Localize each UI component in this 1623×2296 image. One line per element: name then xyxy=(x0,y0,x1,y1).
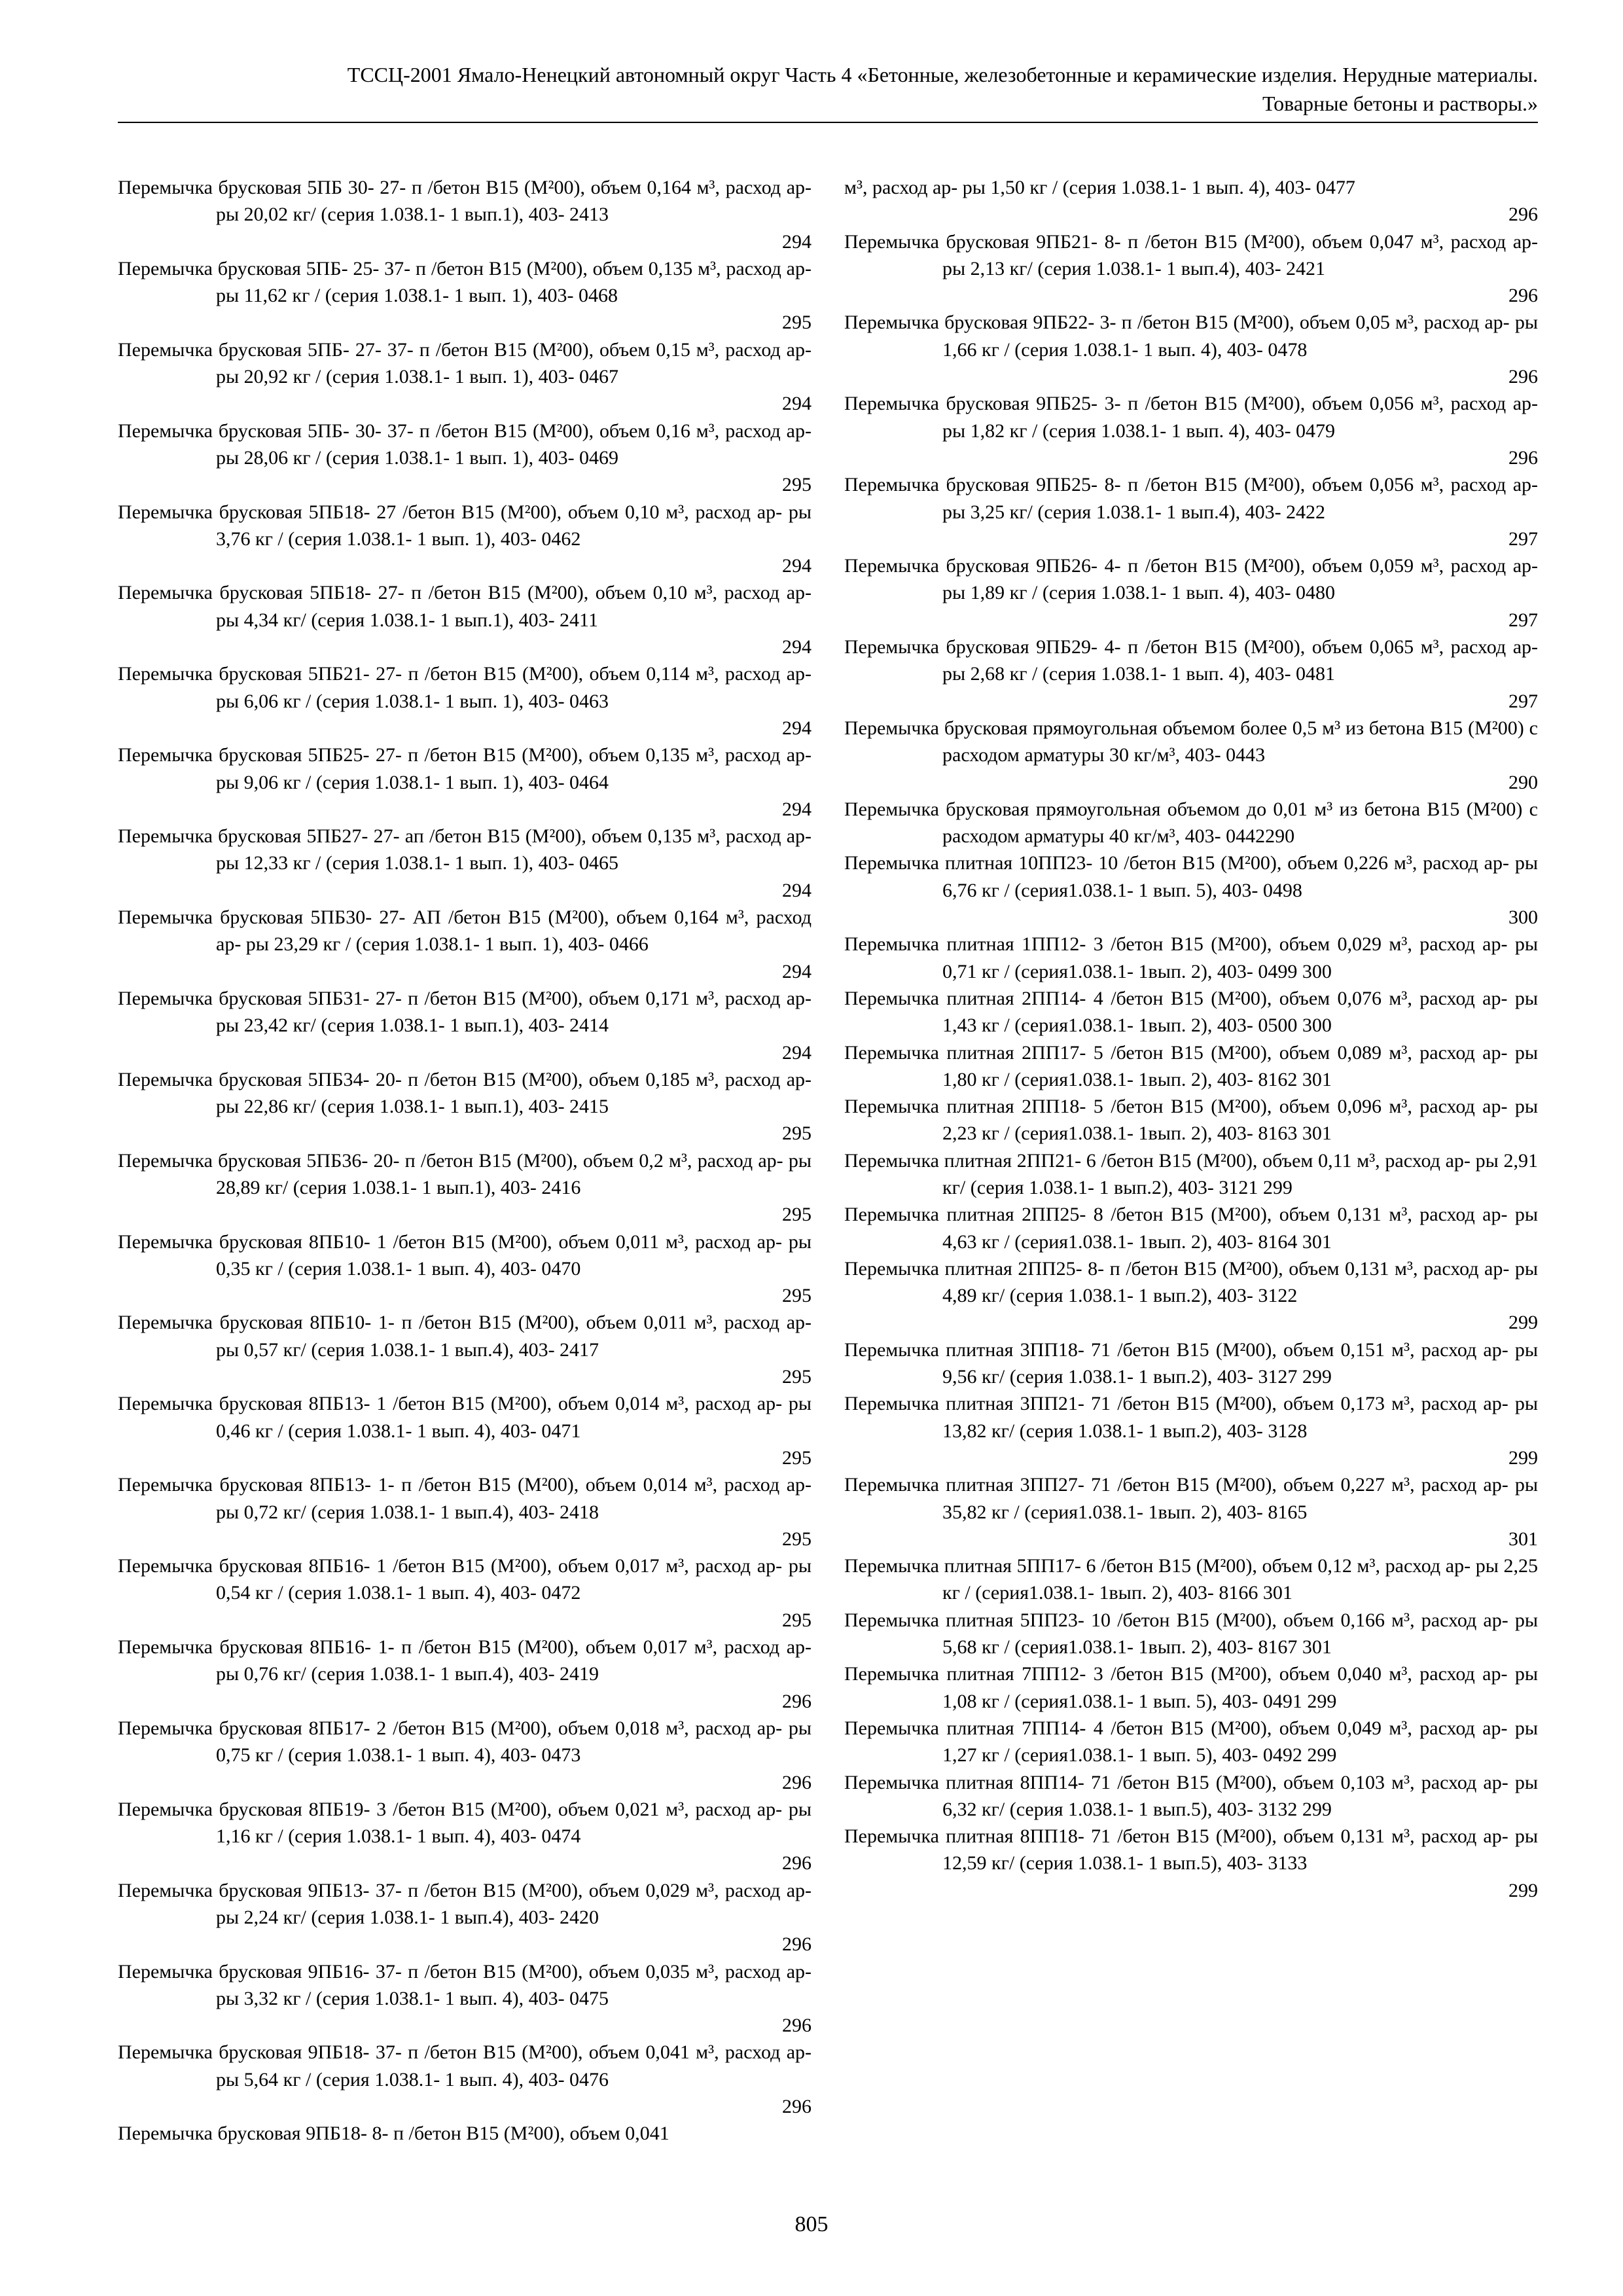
index-entry xyxy=(844,1147,1538,1202)
index-entry-text: Перемычка брусковая 5ПБ18- 27- п /бетон В15 (М²00), объем 0,10 м³, расход ар- ры 4,34 кг/ (серия 1.038.1- 1 вып.1), 403- 2411 xyxy=(118,582,812,631)
index-entry-text: Перемычка плитная 7ПП14- 4 /бетон В15 (М²00), объем 0,049 м³, расход ар- ры 1,27 кг / (серия1.038.1- 1 вып. 5), 403- 0492 299 xyxy=(844,1717,1538,1767)
index-entry xyxy=(844,1201,1538,1255)
index-entry-text: Перемычка брусковая 8ПБ16- 1 /бетон В15 (М²00), объем 0,017 м³, расход ар- ры 0,54 кг / (серия 1.038.1- 1 вып. 4), 403- 0472 xyxy=(118,1555,812,1604)
index-entry xyxy=(118,2120,812,2147)
index-entry-text: Перемычка брусковая 5ПБ- 25- 37- п /бетон В15 (М²00), объем 0,135 м³, расход ар- ры 11,62 кг / (серия 1.038.1- 1 вып. 1), 403- 0468 xyxy=(118,257,812,307)
running-header xyxy=(118,60,1538,118)
index-entry-text: Перемычка брусковая 9ПБ13- 37- п /бетон В15 (М²00), объем 0,029 м³, расход ар- ры 2,24 кг/ (серия 1.038.1- 1 вып.4), 403- 2420 xyxy=(118,1879,812,1928)
index-entry-page-ref: 296 xyxy=(782,1771,812,1793)
index-entry xyxy=(118,660,812,742)
index-entry xyxy=(118,418,812,499)
index-entry-text: Перемычка брусковая 8ПБ13- 1- п /бетон В15 (М²00), объем 0,014 м³, расход ар- ры 0,72 кг/ (серия 1.038.1- 1 вып.4), 403- 2418 xyxy=(118,1474,812,1523)
index-entry-text: Перемычка брусковая 9ПБ16- 37- п /бетон В15 (М²00), объем 0,035 м³, расход ар- ры 3,32 кг / (серия 1.038.1- 1 вып. 4), 403- 0475 xyxy=(118,1960,812,2009)
index-entry-text: Перемычка плитная 2ПП25- 8- п /бетон В15 (М²00), объем 0,131 м³, расход ар- ры 4,89 кг/ (серия 1.038.1- 1 вып.2), 403- 3122 xyxy=(844,1257,1538,1307)
index-entry xyxy=(118,1471,812,1552)
index-entry xyxy=(118,499,812,580)
index-entry xyxy=(844,1255,1538,1336)
index-entry-page-ref: 294 xyxy=(782,230,812,253)
index-entry-text: Перемычка плитная 3ПП21- 71 /бетон В15 (М²00), объем 0,173 м³, расход ар- ры 13,82 кг/ (серия 1.038.1- 1 вып.2), 403- 3128 xyxy=(844,1393,1538,1442)
index-entry-page-ref: 299 xyxy=(1508,1312,1538,1334)
index-entry-page-ref: 295 xyxy=(782,1366,812,1388)
index-entry xyxy=(118,1958,812,2039)
index-entry-text: Перемычка плитная 7ПП12- 3 /бетон В15 (М²00), объем 0,040 м³, расход ар- ры 1,08 кг / (серия1.038.1- 1 вып. 5), 403- 0491 299 xyxy=(844,1663,1538,1712)
index-entry-text: Перемычка брусковая 5ПБ18- 27 /бетон В15 (М²00), объем 0,10 м³, расход ар- ры 3,76 кг / (серия 1.038.1- 1 вып. 1), 403- 0462 xyxy=(118,501,812,550)
index-entry xyxy=(844,715,1538,796)
index-entry-page-ref: 290 xyxy=(1508,771,1538,793)
index-entry xyxy=(844,931,1538,985)
index-entry-text: Перемычка плитная 2ПП21- 6 /бетон В15 (М²00), объем 0,11 м³, расход ар- ры 2,91 кг/ (серия 1.038.1- 1 вып.2), 403- 3121 299 xyxy=(844,1149,1538,1198)
index-entry-page-ref: 296 xyxy=(782,1933,812,1956)
index-entry xyxy=(844,1039,1538,1094)
index-entry-text: Перемычка брусковая 5ПБ31- 27- п /бетон В15 (М²00), объем 0,171 м³, расход ар- ры 23,42 кг/ (серия 1.038.1- 1 вып.1), 403- 2414 xyxy=(118,987,812,1037)
index-entry-text: Перемычка плитная 5ПП17- 6 /бетон В15 (М²00), объем 0,12 м³, расход ар- ры 2,25 кг / (серия1.038.1- 1вып. 2), 403- 8166 301 xyxy=(844,1555,1538,1604)
index-entry xyxy=(118,1066,812,1147)
index-entry-page-ref: 301 xyxy=(1508,1528,1538,1550)
index-entry-text: Перемычка брусковая 8ПБ16- 1- п /бетон В15 (М²00), объем 0,017 м³, расход ар- ры 0,76 кг/ (серия 1.038.1- 1 вып.4), 403- 2419 xyxy=(118,1636,812,1685)
index-entry xyxy=(118,1309,812,1390)
index-entry xyxy=(118,1147,812,1229)
index-entry-text: Перемычка плитная 3ПП27- 71 /бетон В15 (М²00), объем 0,227 м³, расход ар- ры 35,82 кг / (серия1.038.1- 1вып. 2), 403- 8165 xyxy=(844,1474,1538,1523)
index-entry-text: Перемычка брусковая 5ПБ36- 20- п /бетон В15 (М²00), объем 0,2 м³, расход ар- ры 28,89 кг/ (серия 1.038.1- 1 вып.1), 403- 2416 xyxy=(118,1149,812,1198)
index-entry xyxy=(118,742,812,823)
index-entry xyxy=(844,174,1538,228)
index-entry xyxy=(118,823,812,904)
index-entry-page-ref: 295 xyxy=(782,1122,812,1145)
running-header-line-1: ТССЦ-2001 Ямало-Ненецкий автономный округ Часть 4 «Бетонные, железобетонные и керамические изделия. Нерудные материалы. xyxy=(347,63,1538,86)
index-column-right xyxy=(844,174,1538,1904)
index-entry-page-ref: 295 xyxy=(782,1204,812,1226)
index-entry xyxy=(118,255,812,336)
index-entry-text: Перемычка брусковая 5ПБ- 27- 37- п /бетон В15 (М²00), объем 0,15 м³, расход ар- ры 20,92 кг / (серия 1.038.1- 1 вып. 1), 403- 0467 xyxy=(118,338,812,388)
index-entry xyxy=(844,1336,1538,1391)
index-entry-page-ref: 294 xyxy=(782,636,812,658)
index-entry xyxy=(118,904,812,985)
index-entry-page-ref: 297 xyxy=(1508,609,1538,631)
index-entry-text: Перемычка брусковая 8ПБ10- 1- п /бетон В15 (М²00), объем 0,011 м³, расход ар- ры 0,57 кг/ (серия 1.038.1- 1 вып.4), 403- 2417 xyxy=(118,1312,812,1361)
index-entry-text: Перемычка брусковая 8ПБ19- 3 /бетон В15 (М²00), объем 0,021 м³, расход ар- ры 1,16 кг / (серия 1.038.1- 1 вып. 4), 403- 0474 xyxy=(118,1798,812,1848)
index-entry-page-ref: 295 xyxy=(782,312,812,334)
index-entry xyxy=(844,309,1538,390)
index-entry-page-ref: 300 xyxy=(1508,906,1538,929)
index-entry xyxy=(118,985,812,1066)
index-entry-page-ref: 299 xyxy=(1508,1879,1538,1901)
index-entry-text: Перемычка брусковая 8ПБ13- 1 /бетон В15 (М²00), объем 0,014 м³, расход ар- ры 0,46 кг / (серия 1.038.1- 1 вып. 4), 403- 0471 xyxy=(118,1393,812,1442)
index-entry-page-ref: 296 xyxy=(782,1852,812,1874)
index-entry-page-ref: 296 xyxy=(1508,446,1538,469)
index-column-left xyxy=(118,174,812,2147)
index-entry-text: Перемычка плитная 8ПП14- 71 /бетон В15 (М²00), объем 0,103 м³, расход ар- ры 6,32 кг/ (серия 1.038.1- 1 вып.5), 403- 3132 299 xyxy=(844,1771,1538,1820)
index-entry-page-ref: 296 xyxy=(782,1690,812,1712)
index-entry xyxy=(118,1715,812,1796)
index-entry xyxy=(118,174,812,255)
index-entry-text: Перемычка плитная 10ПП23- 10 /бетон В15 (М²00), объем 0,226 м³, расход ар- ры 6,76 кг / (серия1.038.1- 1 вып. 5), 403- 0498 xyxy=(844,852,1538,901)
index-entry-text: Перемычка брусковая 8ПБ10- 1 /бетон В15 (М²00), объем 0,011 м³, расход ар- ры 0,35 кг / (серия 1.038.1- 1 вып. 4), 403- 0470 xyxy=(118,1230,812,1280)
index-entry xyxy=(844,552,1538,634)
index-entry-page-ref: 295 xyxy=(782,474,812,496)
index-entry-text: Перемычка брусковая 9ПБ21- 8- п /бетон В15 (М²00), объем 0,047 м³, расход ар- ры 2,13 кг/ (серия 1.038.1- 1 вып.4), 403- 2421 xyxy=(844,230,1538,279)
index-entry-text: Перемычка брусковая 9ПБ18- 8- п /бетон В15 (М²00), объем 0,041 xyxy=(118,2123,669,2145)
running-header-line-2: Товарные бетоны и растворы.» xyxy=(1262,92,1538,115)
index-entry-text: Перемычка брусковая 8ПБ17- 2 /бетон В15 (М²00), объем 0,018 м³, расход ар- ры 0,75 кг / (серия 1.038.1- 1 вып. 4), 403- 0473 xyxy=(118,1717,812,1767)
index-entry-text: Перемычка плитная 1ПП12- 3 /бетон В15 (М²00), объем 0,029 м³, расход ар- ры 0,71 кг / (серия1.038.1- 1вып. 2), 403- 0499 300 xyxy=(844,933,1538,982)
index-entry xyxy=(844,390,1538,471)
index-entry-text: Перемычка брусковая прямоугольная объемом до 0,01 м³ из бетона В15 (М²00) с расходом арматуры 40 кг/м³, 403- 0442290 xyxy=(844,798,1538,848)
index-entry-text: Перемычка брусковая 9ПБ29- 4- п /бетон В15 (М²00), объем 0,065 м³, расход ар- ры 2,68 кг / (серия 1.038.1- 1 вып. 4), 403- 0481 xyxy=(844,636,1538,685)
index-entry-text: Перемычка брусковая 9ПБ25- 8- п /бетон В15 (М²00), объем 0,056 м³, расход ар- ры 3,25 кг/ (серия 1.038.1- 1 вып.4), 403- 2422 xyxy=(844,474,1538,523)
index-entry-page-ref: 294 xyxy=(782,879,812,901)
index-entry xyxy=(844,1660,1538,1715)
index-entry xyxy=(844,1552,1538,1607)
index-entry-text: Перемычка брусковая 5ПБ34- 20- п /бетон В15 (М²00), объем 0,185 м³, расход ар- ры 22,86 кг/ (серия 1.038.1- 1 вып.1), 403- 2415 xyxy=(118,1068,812,1118)
index-entry-text: Перемычка брусковая 9ПБ22- 3- п /бетон В15 (М²00), объем 0,05 м³, расход ар- ры 1,66 кг / (серия 1.038.1- 1 вып. 4), 403- 0478 xyxy=(844,312,1538,361)
index-entry-page-ref: 296 xyxy=(782,2015,812,2037)
index-entry xyxy=(844,1769,1538,1823)
index-entry xyxy=(844,471,1538,552)
index-entry-text: Перемычка плитная 2ПП14- 4 /бетон В15 (М²00), объем 0,076 м³, расход ар- ры 1,43 кг / (серия1.038.1- 1вып. 2), 403- 0500 300 xyxy=(844,987,1538,1037)
index-entry-page-ref: 299 xyxy=(1508,1446,1538,1469)
index-entry xyxy=(118,579,812,660)
page-number: 805 xyxy=(794,2212,829,2236)
index-entry-page-ref: 296 xyxy=(1508,285,1538,307)
index-entry xyxy=(844,796,1538,850)
index-entry-text: Перемычка плитная 2ПП17- 5 /бетон В15 (М²00), объем 0,089 м³, расход ар- ры 1,80 кг / (серия1.038.1- 1вып. 2), 403- 8162 301 xyxy=(844,1041,1538,1090)
index-entry-text: Перемычка брусковая 5ПБ21- 27- п /бетон В15 (М²00), объем 0,114 м³, расход ар- ры 6,06 кг / (серия 1.038.1- 1 вып. 1), 403- 0463 xyxy=(118,663,812,712)
index-entry xyxy=(844,1093,1538,1147)
index-entry xyxy=(844,850,1538,931)
index-entry xyxy=(844,1390,1538,1471)
index-entry xyxy=(118,1390,812,1471)
index-entry-text: Перемычка брусковая 5ПБ- 30- 37- п /бетон В15 (М²00), объем 0,16 м³, расход ар- ры 28,06 кг / (серия 1.038.1- 1 вып. 1), 403- 0469 xyxy=(118,420,812,469)
index-entry-page-ref: 295 xyxy=(782,1446,812,1469)
index-entry xyxy=(118,1229,812,1310)
index-entry-text: м³, расход ар- ры 1,50 кг / (серия 1.038.1- 1 вып. 4), 403- 0477 xyxy=(844,177,1355,198)
index-entry-page-ref: 297 xyxy=(1508,528,1538,550)
index-entry-page-ref: 295 xyxy=(782,1528,812,1550)
index-entry-page-ref: 295 xyxy=(782,1285,812,1307)
index-entry-page-ref: 294 xyxy=(782,1041,812,1064)
index-entry-page-ref: 294 xyxy=(782,393,812,415)
index-entry-page-ref: 296 xyxy=(1508,366,1538,388)
index-entry-text: Перемычка брусковая 5ПБ30- 27- АП /бетон В15 (М²00), объем 0,164 м³, расход ар- ры 23,29 кг / (серия 1.038.1- 1 вып. 1), 403- 0466 xyxy=(118,906,812,956)
index-entry-page-ref: 296 xyxy=(782,2096,812,2118)
index-entry-page-ref: 296 xyxy=(1508,204,1538,226)
index-entry-text: Перемычка плитная 8ПП18- 71 /бетон В15 (М²00), объем 0,131 м³, расход ар- ры 12,59 кг/ (серия 1.038.1- 1 вып.5), 403- 3133 xyxy=(844,1825,1538,1874)
header-divider xyxy=(118,122,1538,123)
index-entry-text: Перемычка плитная 5ПП23- 10 /бетон В15 (М²00), объем 0,166 м³, расход ар- ры 5,68 кг / (серия1.038.1- 1вып. 2), 403- 8167 301 xyxy=(844,1609,1538,1659)
index-entry-page-ref: 295 xyxy=(782,1609,812,1631)
index-entry xyxy=(118,1877,812,1958)
index-entry xyxy=(844,1823,1538,1904)
index-entry xyxy=(844,228,1538,310)
index-entry-text: Перемычка плитная 2ПП25- 8 /бетон В15 (М²00), объем 0,131 м³, расход ар- ры 4,63 кг / (серия1.038.1- 1вып. 2), 403- 8164 301 xyxy=(844,1204,1538,1253)
index-entry-text: Перемычка брусковая 9ПБ26- 4- п /бетон В15 (М²00), объем 0,059 м³, расход ар- ры 1,89 кг / (серия 1.038.1- 1 вып. 4), 403- 0480 xyxy=(844,555,1538,604)
index-entry-text: Перемычка брусковая прямоугольная объемом более 0,5 м³ из бетона В15 (М²00) с расходом арматуры 30 кг/м³, 403- 0443 xyxy=(844,717,1538,766)
index-entry xyxy=(118,1552,812,1634)
index-entry-text: Перемычка брусковая 5ПБ25- 27- п /бетон В15 (М²00), объем 0,135 м³, расход ар- ры 9,06 кг / (серия 1.038.1- 1 вып. 1), 403- 0464 xyxy=(118,744,812,793)
index-entry xyxy=(844,1607,1538,1661)
index-entry-page-ref: 294 xyxy=(782,960,812,982)
index-entry-page-ref: 294 xyxy=(782,555,812,577)
index-entry-text: Перемычка брусковая 5ПБ 30- 27- п /бетон В15 (М²00), объем 0,164 м³, расход ар- ры 20,02 кг/ (серия 1.038.1- 1 вып.1), 403- 2413 xyxy=(118,177,812,226)
index-entry xyxy=(844,1471,1538,1552)
index-entry-text: Перемычка плитная 2ПП18- 5 /бетон В15 (М²00), объем 0,096 м³, расход ар- ры 2,23 кг / (серия1.038.1- 1вып. 2), 403- 8163 301 xyxy=(844,1096,1538,1145)
index-entry xyxy=(118,1796,812,1877)
index-entry-text: Перемычка плитная 3ПП18- 71 /бетон В15 (М²00), объем 0,151 м³, расход ар- ры 9,56 кг/ (серия 1.038.1- 1 вып.2), 403- 3127 299 xyxy=(844,1338,1538,1388)
index-entry xyxy=(118,1634,812,1715)
index-entry xyxy=(118,336,812,418)
index-entry xyxy=(844,1715,1538,1769)
index-entry-page-ref: 294 xyxy=(782,798,812,820)
index-entry-page-ref: 294 xyxy=(782,717,812,739)
index-entry-page-ref: 297 xyxy=(1508,690,1538,712)
index-entry xyxy=(844,634,1538,715)
index-entry-text: Перемычка брусковая 9ПБ25- 3- п /бетон В15 (М²00), объем 0,056 м³, расход ар- ры 1,82 кг / (серия 1.038.1- 1 вып. 4), 403- 0479 xyxy=(844,393,1538,442)
index-entry-text: Перемычка брусковая 5ПБ27- 27- ап /бетон В15 (М²00), объем 0,135 м³, расход ар- ры 12,33 кг / (серия 1.038.1- 1 вып. 1), 403- 0465 xyxy=(118,825,812,874)
index-entry xyxy=(844,985,1538,1039)
index-entry-text: Перемычка брусковая 9ПБ18- 37- п /бетон В15 (М²00), объем 0,041 м³, расход ар- ры 5,64 кг / (серия 1.038.1- 1 вып. 4), 403- 0476 xyxy=(118,2041,812,2090)
index-entry xyxy=(118,2039,812,2120)
